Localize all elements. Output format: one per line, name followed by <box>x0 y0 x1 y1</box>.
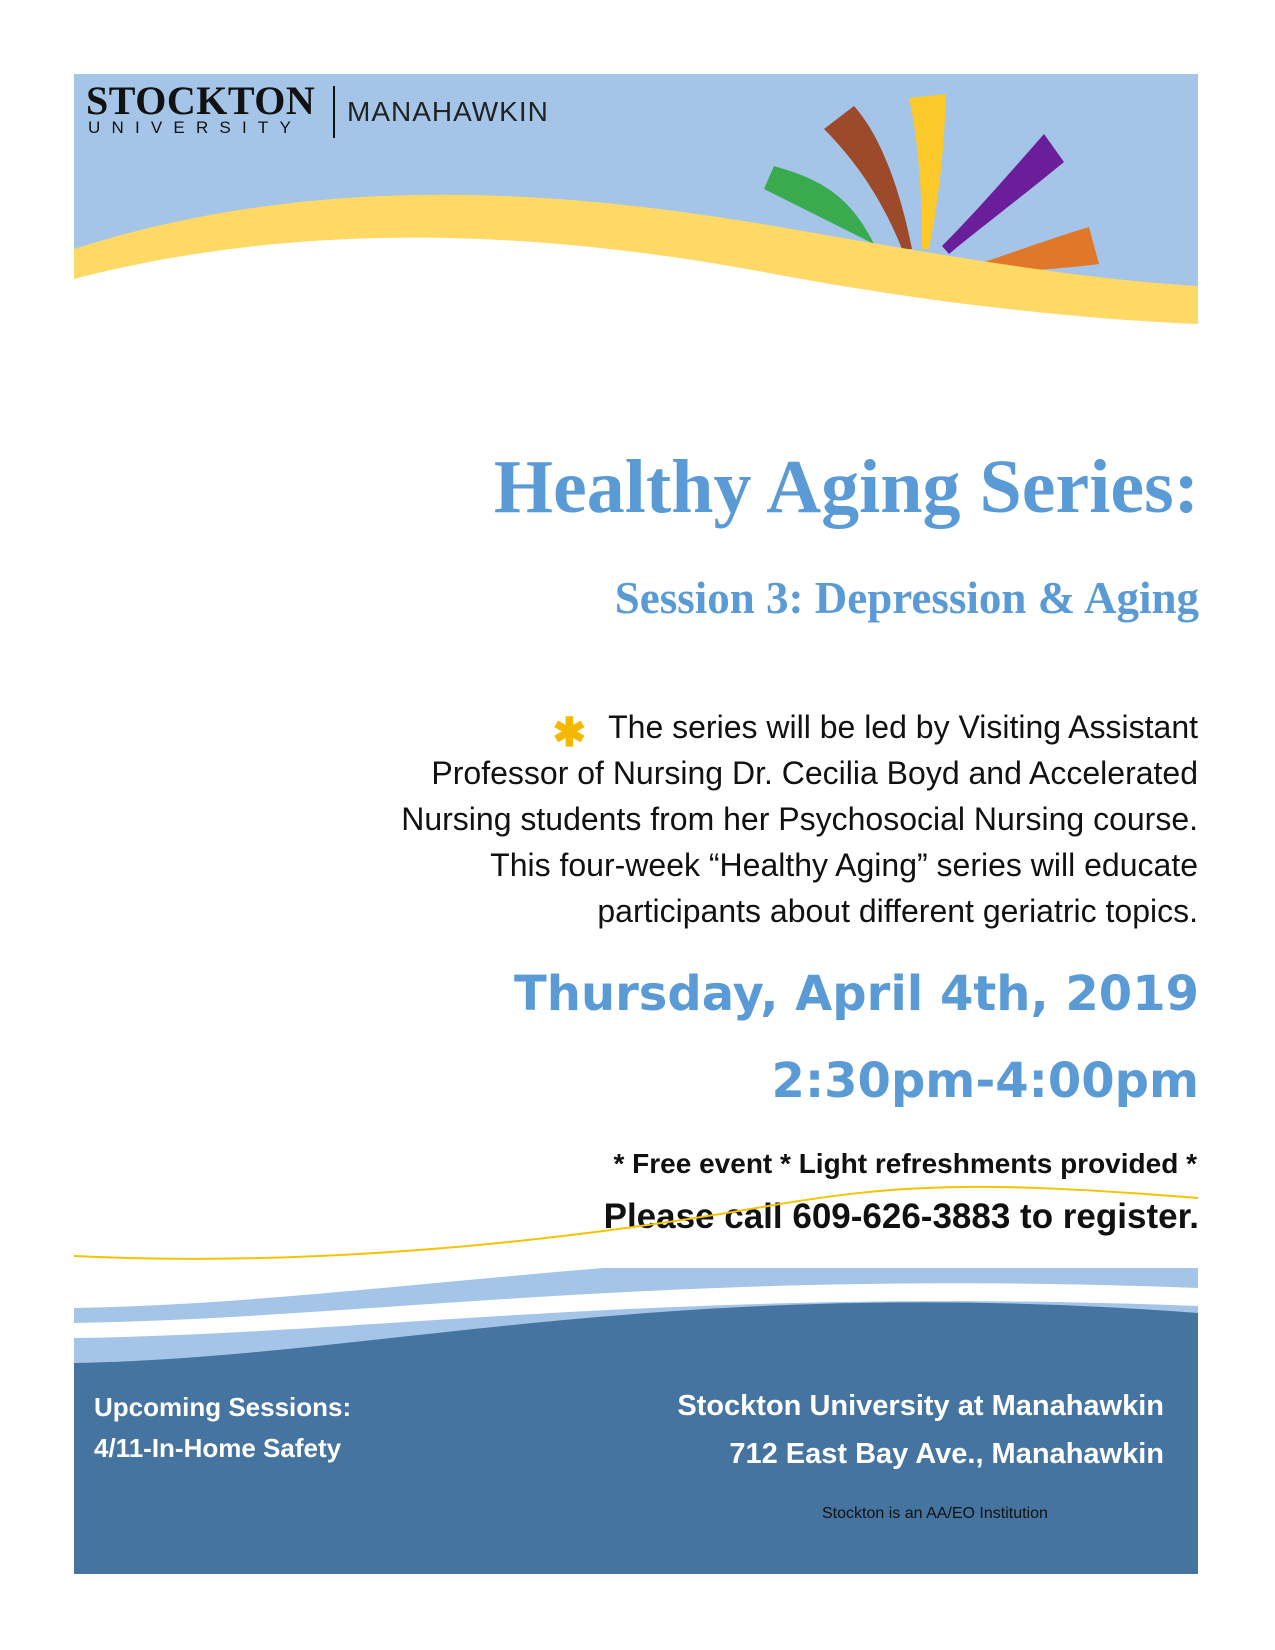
location-name: Stockton University at Manahawkin <box>677 1390 1164 1422</box>
asterisk-icon: ✱ <box>552 711 587 755</box>
university-logo-subtitle: UNIVERSITY <box>88 118 303 137</box>
university-logo-name: STOCKTON <box>86 78 316 123</box>
description-line: This four-week “Healthy Aging” series will educate <box>490 847 1198 883</box>
series-description <box>198 702 1198 934</box>
institution-disclaimer: Stockton is an AA/EO Institution <box>822 1505 1048 1522</box>
yellow-accent-curve <box>74 1187 1198 1259</box>
session-subtitle: Session 3: Depression & Aging <box>614 573 1199 623</box>
page-title: Healthy Aging Series: <box>493 445 1199 529</box>
yellow-accent-line-top <box>74 1180 1198 1280</box>
upcoming-item: 4/11-In-Home Safety <box>94 1433 342 1463</box>
upcoming-heading: Upcoming Sessions: <box>94 1392 352 1422</box>
event-date: Thursday, April 4th, 2019 <box>514 966 1199 1022</box>
location-address: 712 East Bay Ave., Manahawkin <box>729 1438 1164 1470</box>
registration-info: Please call 609-626-3883 to register. <box>603 1197 1199 1236</box>
upcoming-sessions <box>94 1387 351 1469</box>
event-time: 2:30pm-4:00pm <box>771 1053 1199 1109</box>
event-location <box>677 1382 1164 1478</box>
description-line: Professor of Nursing Dr. Cecilia Boyd and Accelerated <box>431 755 1198 791</box>
description-line: Nursing students from her Psychosocial Nursing course. <box>401 801 1198 837</box>
campus-name: MANAHAWKIN <box>347 96 549 127</box>
logo-divider <box>333 86 335 138</box>
description-line: ✱ The series will be led by Visiting Assistant <box>552 709 1198 755</box>
event-notes: * Free event * Light refreshments provided * <box>613 1148 1197 1179</box>
description-line: participants about different geriatric topics. <box>597 893 1198 929</box>
